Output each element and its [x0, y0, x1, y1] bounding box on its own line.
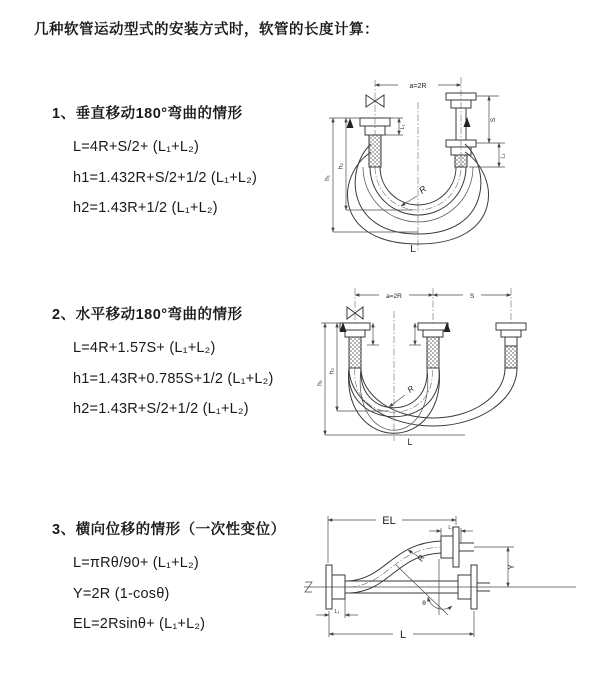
section-lateral-displacement: [52, 518, 286, 640]
section-3-heading: 3、横向位移的情形（一次性变位）: [52, 522, 286, 538]
middle-pipe: [418, 323, 448, 368]
dim-length-label: L: [410, 244, 416, 255]
dim-l1-label: L₁: [334, 609, 340, 615]
section-1-heading: 1、垂直移动180°弯曲的情形: [52, 106, 243, 122]
formula-length: L=4R+S/2+ (L₁+L₂): [73, 139, 199, 155]
section-3-formulas: [73, 548, 286, 640]
dim-h1-label: h₁: [324, 175, 331, 181]
dim-length-label: L: [399, 629, 407, 641]
dim-length-label: L: [407, 437, 413, 447]
right-pipe: [496, 323, 526, 368]
dim-el-label: EL: [382, 515, 396, 527]
centerlines: [375, 77, 461, 252]
motion-arrow-right: [464, 117, 471, 127]
diagram-lateral-displacement: [298, 503, 596, 655]
formula-h1: h1=1.43R+0.785S+1/2 (L₁+L₂): [73, 370, 274, 387]
left-pipe: [360, 118, 390, 167]
section-horizontal-motion: [52, 303, 274, 425]
dim-angle-label: θ: [422, 600, 426, 607]
dim-l2-label: L₂: [448, 525, 454, 531]
hose-bends: [349, 368, 517, 433]
dim-h2-label: h₂: [328, 367, 336, 375]
motion-arrow-left: [347, 118, 354, 128]
dim-h1-label: h₁: [316, 380, 324, 386]
dim-span-label: a=2R: [386, 293, 402, 300]
formula-el: EL=2Rsinθ+ (L₁+L₂): [73, 616, 206, 632]
formula-h2: h2=1.43R+1/2 (L₁+L₂): [73, 200, 218, 216]
upper-flange: [441, 527, 474, 567]
dim-radius-label: R: [405, 383, 416, 395]
dim-s-label: S: [490, 117, 497, 123]
section-2-formulas: [73, 333, 274, 425]
dim-span-label: a=2R: [409, 83, 427, 90]
formula-length: L=4R+1.57S+ (L₁+L₂): [73, 340, 216, 356]
formula-h2: h2=1.43R+S/2+1/2 (L₁+L₂): [73, 401, 249, 417]
dim-h2-label: h₂: [337, 162, 345, 170]
page-title: 几种软管运动型式的安装方式时，软管的长度计算：: [34, 22, 379, 38]
dimensions: [316, 515, 516, 641]
formula-h1: h1=1.432R+S/2+1/2 (L₁+L₂): [73, 169, 258, 186]
diagram-vertical-bend: [313, 72, 591, 260]
formula-offset: Y=2R (1-cosθ): [73, 585, 170, 602]
dim-travel-label: S: [469, 293, 475, 300]
dim-y-label: Y: [507, 564, 516, 570]
dim-radius-label: R: [415, 553, 427, 563]
dimensions: [317, 293, 512, 447]
formula-length: L=πRθ/90+ (L₁+L₂): [73, 555, 199, 571]
diagram-horizontal-bend: [315, 283, 600, 453]
displaced-hose-position: [348, 527, 474, 593]
dim-l1-label: L₁: [400, 124, 406, 130]
dim-l2-label: L₂: [500, 153, 507, 159]
section-1-formulas: [73, 132, 257, 224]
dim-radius-label: R: [417, 183, 429, 196]
section-vertical-motion: [52, 102, 257, 224]
section-2-heading: 2、水平移动180°弯曲的情形: [52, 307, 243, 323]
